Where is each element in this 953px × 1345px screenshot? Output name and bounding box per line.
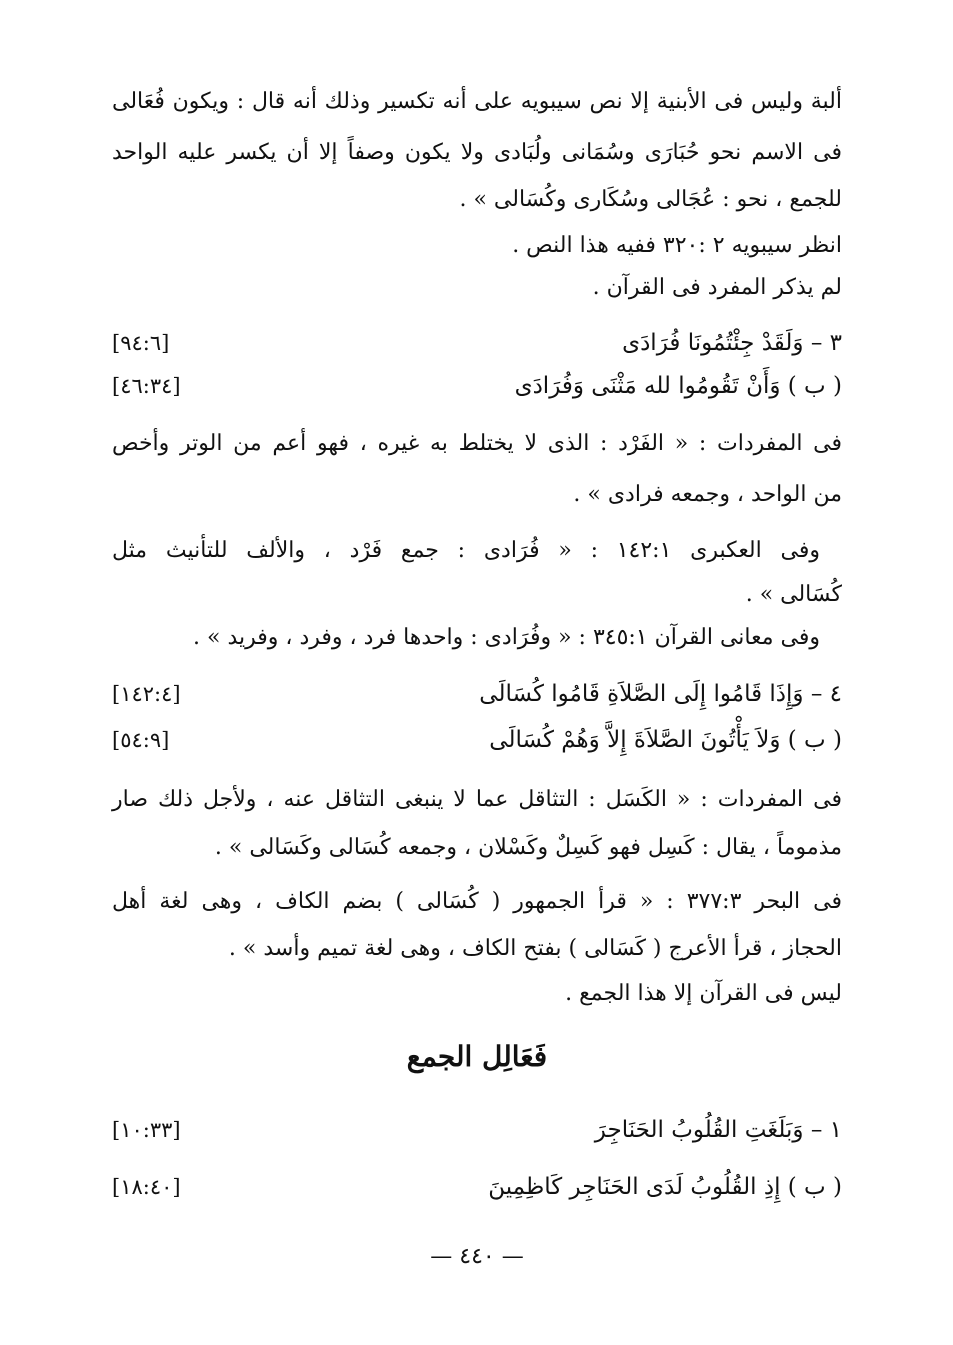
page-number: — ٤٤٠ — [430, 1244, 524, 1269]
paragraph-line: الحجاز ، قرأ الأعرج ( كَسَالى ) بفتح الكاف ، وهى لغة تميم وأسد » . [228, 936, 842, 961]
verse-text: ( ب ) وَلاَ يَأْتُونَ الصَّلاَةَ إِلاَّ وَهُمْ كُسَالَى [489, 727, 842, 753]
verse-line [112, 1167, 842, 1207]
book-page [112, 0, 842, 1345]
paragraph-line: كُسَالى » . [745, 582, 842, 607]
verse-reference: [١٤٢:٤] [112, 682, 181, 706]
paragraph-line: ألبة وليس فى الأبنية إلا نص سيبويه على أنه تكسير وذلك أنه قال : ويكون فُعَالى [112, 89, 842, 114]
verse-text: ٤ – وَإِذَا قَامُوا إِلَى الصَّلاَةِ قَامُوا كُسَالَى [479, 681, 842, 707]
note-line: ليس فى القرآن إلا هذا الجمع . [565, 981, 842, 1006]
verse-text: ١ – وَبَلَغَتِ القُلُوبُ الحَنَاجِرَ [594, 1117, 842, 1143]
note-sibawayh: انظر سيبويه ٢ :٣٢٠ ففيه هذا النص . [512, 233, 842, 258]
verse-reference: [٩٤:٦] [112, 331, 170, 355]
paragraph-line: من الواحد ، وجمعه فرادى » . [573, 482, 842, 507]
verse-line [112, 674, 842, 714]
section-heading: فَعَالِل الجمع [406, 1040, 548, 1073]
paragraph-line: وفى معانى القرآن ٣٤٥:١ : « وفُرَادى : واحدها فرد ، وفرد ، وفريد » . [193, 625, 820, 650]
paragraph-line: للجمع ، نحو : عُجَالى وسُكَارى وكُسَالى » . [459, 187, 842, 212]
verse-reference: [١٨:٤٠] [112, 1175, 181, 1199]
verse-text: ( ب ) إِذِ القُلُوبُ لَدَى الحَنَاجِر كَاظِمِينَ [488, 1174, 842, 1200]
verse-reference: [٥٤:٩] [112, 728, 170, 752]
verse-text: ٣ – وَلَقَدْ جِئْتُمُونَا فُرَادَى [622, 330, 842, 356]
paragraph-line: فى المفردات : « الفَرْد : الذى لا يختلط به غيره ، فهو أعم من الوتر وأخص [112, 431, 842, 456]
verse-text: ( ب ) وَأَنْ تَقُومُوا لله مَثْنَى وَفُرَادَى [514, 373, 842, 399]
verse-line [112, 323, 842, 363]
paragraph-line: وفى العكبرى ١٤٢:١ : « فُرَادى : جمع فَرْد ، والألف للتأنيث مثل [112, 538, 820, 563]
paragraph-line: فى الاسم نحو حُبَارَى وسُمَانى ولُبَادى ولا يكون وصفاً إلا أن يكسر عليه الواحد [112, 140, 842, 165]
verse-reference: [٤٦:٣٤] [112, 374, 181, 398]
paragraph-line: مذموماً ، يقال : كَسِل فهو كَسِلٌ وكَسْلان ، وجمعه كُسَالى وكَسَالى » . [214, 835, 842, 860]
verse-reference: [١٠:٣٣] [112, 1118, 181, 1142]
verse-line [112, 1110, 842, 1150]
note-singular: لم يذكر المفرد فى القرآن . [592, 275, 842, 300]
paragraph-line: فى المفردات : « الكَسَل : التثاقل عما لا ينبغى التثاقل عنه ، ولأجل ذلك صار [112, 787, 842, 812]
paragraph-line: فى البحر ٣٧٧:٣ : « قرأ الجمهور ( كُسَالى ) بضم الكاف ، وهى لغة أهل [112, 889, 842, 914]
verse-line [112, 720, 842, 760]
verse-line [112, 366, 842, 406]
